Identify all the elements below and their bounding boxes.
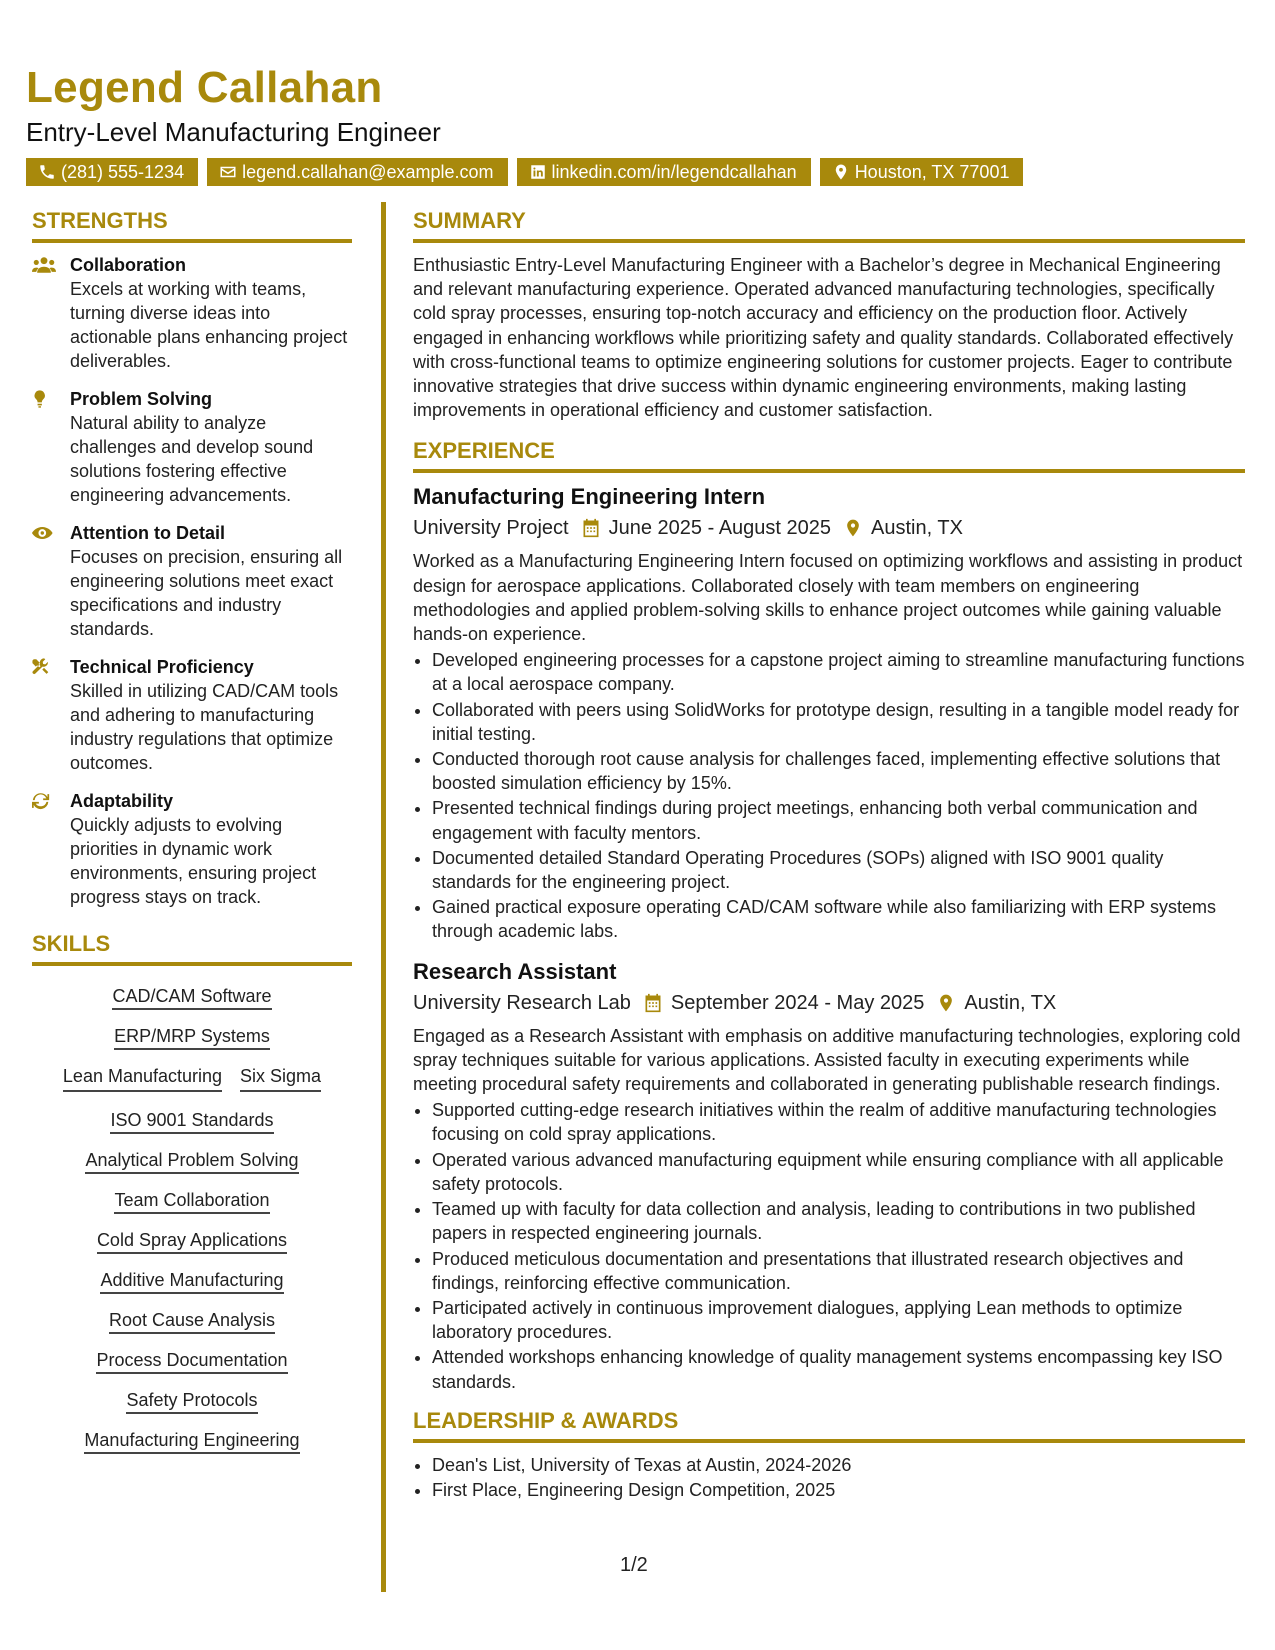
skill-tag: Lean Manufacturing	[63, 1064, 222, 1092]
strength-item	[32, 521, 352, 641]
job-bullet: • Conducted thorough root cause analysis for challenges faced, implementing effective solutions that boosted simulation efficiency by 15%.	[432, 747, 1245, 795]
strength-name: Collaboration	[70, 255, 186, 275]
strength-item	[32, 253, 352, 373]
skill-tag: Team Collaboration	[114, 1190, 269, 1214]
job-bullet: • Attended workshops enhancing knowledge of quality management systems encompassing key ISO standards.	[432, 1345, 1245, 1393]
job-title: Manufacturing Engineering Intern	[413, 484, 766, 510]
job-meta	[413, 513, 1245, 543]
strength-desc: Natural ability to analyze challenges and develop sound solutions fostering effective engineering advancements.	[70, 413, 314, 505]
page-number: 1/2	[620, 1554, 648, 1576]
map-pin-icon	[832, 163, 850, 181]
awards-list	[413, 1453, 1245, 1502]
job-bullet: • Supported cutting-edge research initiatives within the realm of additive manufacturing technologies focusing on cold spray applications.	[432, 1098, 1245, 1146]
skill-tag: Root Cause Analysis	[109, 1310, 275, 1334]
skill-tag: CAD/CAM Software	[112, 986, 271, 1010]
eye-icon	[32, 523, 56, 543]
job-title: Research Assistant	[413, 958, 617, 984]
job-org: University Project	[413, 517, 569, 540]
job-bullet: • Presented technical findings during project meetings, enhancing both verbal communication and engagement with faculty mentors.	[432, 796, 1245, 844]
job-org: University Research Lab	[413, 991, 631, 1014]
job-bullet: • Gained practical exposure operating CAD/CAM software while also familiarizing with ERP systems through academic labs.	[432, 895, 1245, 943]
skill-tag: Six Sigma	[240, 1064, 321, 1092]
contact-linkedin-text: linkedin.com/in/legendcallahan	[551, 162, 797, 182]
awards-heading: LEADERSHIP & AWARDS	[413, 1408, 1245, 1443]
job-bullet: • Operated various advanced manufacturing equipment while ensuring compliance with all applicable safety protocols.	[432, 1148, 1245, 1196]
contact-linkedin[interactable]	[517, 158, 811, 186]
strength-name: Attention to Detail	[70, 523, 225, 543]
summary-text: Enthusiastic Entry-Level Manufacturing Engineer with a Bachelor’s degree in Mechanical Engineering and relevant manufacturing experience. Operated advanced manufacturing technologies, specifically cold spray processes, ensuring top-notch accuracy and efficiency on the production floor. Actively engaged in enhancing workflows while prioritizing safety and quality standards. Collaborated effectively with cross-functional teams to optimize engineering solutions for customer projects. Eager to contribute innovative strategies that drive success within dynamic engineering environments, making lasting improvements in operational efficiency and customer satisfaction.	[413, 255, 1234, 421]
skill-tag: ISO 9001 Standards	[110, 1110, 273, 1134]
calendar-icon	[643, 993, 663, 1013]
job-dates: June 2025 - August 2025	[608, 517, 832, 540]
candidate-title: Entry-Level Manufacturing Engineer	[26, 117, 441, 147]
job-bullet: • Teamed up with faculty for data collection and analysis, leading to contributions in two published papers in respected engineering journals.	[432, 1197, 1245, 1245]
job-bullets	[413, 648, 1245, 943]
contact-email-text: legend.callahan@example.com	[242, 162, 494, 182]
job-bullet: • Collaborated with peers using SolidWorks for prototype design, resulting in a tangible model ready for initial testing.	[432, 698, 1245, 746]
job-bullet: • Produced meticulous documentation and presentations that illustrated research objectives and findings, reinforcing effective communication.	[432, 1247, 1245, 1295]
strength-item	[32, 789, 352, 909]
job-bullet: • Participated actively in continuous improvement dialogues, applying Lean methods to optimize laboratory procedures.	[432, 1296, 1245, 1344]
contact-location	[820, 158, 1024, 186]
contact-phone-text: (281) 555-1234	[61, 162, 185, 182]
strengths-heading: STRENGTHS	[32, 208, 352, 243]
skill-tag: Cold Spray Applications	[97, 1230, 287, 1254]
skill-tag: Process Documentation	[96, 1350, 287, 1374]
skill-tag: Additive Manufacturing	[100, 1270, 283, 1294]
job-bullets	[413, 1098, 1245, 1393]
strength-desc: Quickly adjusts to evolving priorities in dynamic work environments, ensuring project progress stays on track.	[70, 815, 317, 907]
calendar-icon	[581, 518, 601, 538]
left-column	[32, 208, 352, 1452]
job-bullet: • Developed engineering processes for a capstone project aiming to streamline manufacturing functions at a local aerospace company.	[432, 648, 1245, 696]
envelope-icon	[219, 163, 237, 181]
contact-bar	[26, 158, 1249, 186]
skills-list	[32, 976, 352, 1452]
strength-desc: Focuses on precision, ensuring all engineering solutions meet exact specifications and industry standards.	[70, 547, 343, 639]
award-item: • Dean's List, University of Texas at Austin, 2024-2026	[432, 1453, 1245, 1477]
skill-tag: Manufacturing Engineering	[84, 1430, 299, 1454]
contact-email[interactable]	[207, 158, 507, 186]
strength-item	[32, 387, 352, 507]
users-icon	[32, 255, 56, 275]
strength-name: Adaptability	[70, 791, 174, 811]
job-entry	[413, 958, 1245, 1394]
resume-header	[26, 60, 1249, 186]
job-entry	[413, 483, 1245, 943]
job-meta	[413, 988, 1245, 1018]
right-column	[413, 208, 1245, 1503]
job-description: Engaged as a Research Assistant with emphasis on additive manufacturing technologies, exploring cold spray techniques suitable for various applications. Assisted faculty in executing experiments while meeting procedural safety requirements and collaborated in generating publishable research findings.	[413, 1025, 1241, 1095]
sync-icon	[32, 791, 56, 811]
job-location: Austin, TX	[964, 991, 1057, 1014]
strength-name: Problem Solving	[70, 389, 213, 409]
tools-icon	[32, 657, 56, 677]
strength-item	[32, 655, 352, 775]
skill-tag: Analytical Problem Solving	[85, 1150, 298, 1174]
phone-icon	[38, 163, 56, 181]
map-pin-icon	[843, 518, 863, 538]
contact-phone[interactable]	[26, 158, 198, 186]
skill-tag: ERP/MRP Systems	[114, 1026, 270, 1050]
linkedin-icon	[529, 163, 547, 181]
job-dates: September 2024 - May 2025	[670, 991, 925, 1014]
job-bullet: • Documented detailed Standard Operating Procedures (SOPs) aligned with ISO 9001 quality standards for the engineering project.	[432, 846, 1245, 894]
contact-location-text: Houston, TX 77001	[854, 162, 1010, 182]
strength-name: Technical Proficiency	[70, 657, 254, 677]
strength-desc: Excels at working with teams, turning diverse ideas into actionable plans enhancing project deliverables.	[70, 279, 348, 371]
skill-tag: Safety Protocols	[126, 1390, 257, 1414]
map-pin-icon	[936, 993, 956, 1013]
column-divider	[381, 202, 386, 1592]
strength-desc: Skilled in utilizing CAD/CAM tools and adhering to manufacturing industry regulations that optimize outcomes.	[70, 681, 339, 773]
job-description: Worked as a Manufacturing Engineering Intern focused on optimizing workflows and assisting in product design for aerospace applications. Collaborated closely with team members on engineering methodologies and applied problem-solving skills to enhance project outcomes while gaining valuable hands-on experience.	[413, 551, 1243, 645]
job-location: Austin, TX	[871, 517, 963, 540]
candidate-name: Legend Callahan	[26, 63, 383, 112]
award-item: • First Place, Engineering Design Competition, 2025	[432, 1478, 1245, 1502]
lightbulb-icon	[32, 389, 56, 409]
experience-heading: EXPERIENCE	[413, 438, 1245, 473]
summary-heading: SUMMARY	[413, 208, 1245, 243]
skills-heading: SKILLS	[32, 931, 352, 966]
